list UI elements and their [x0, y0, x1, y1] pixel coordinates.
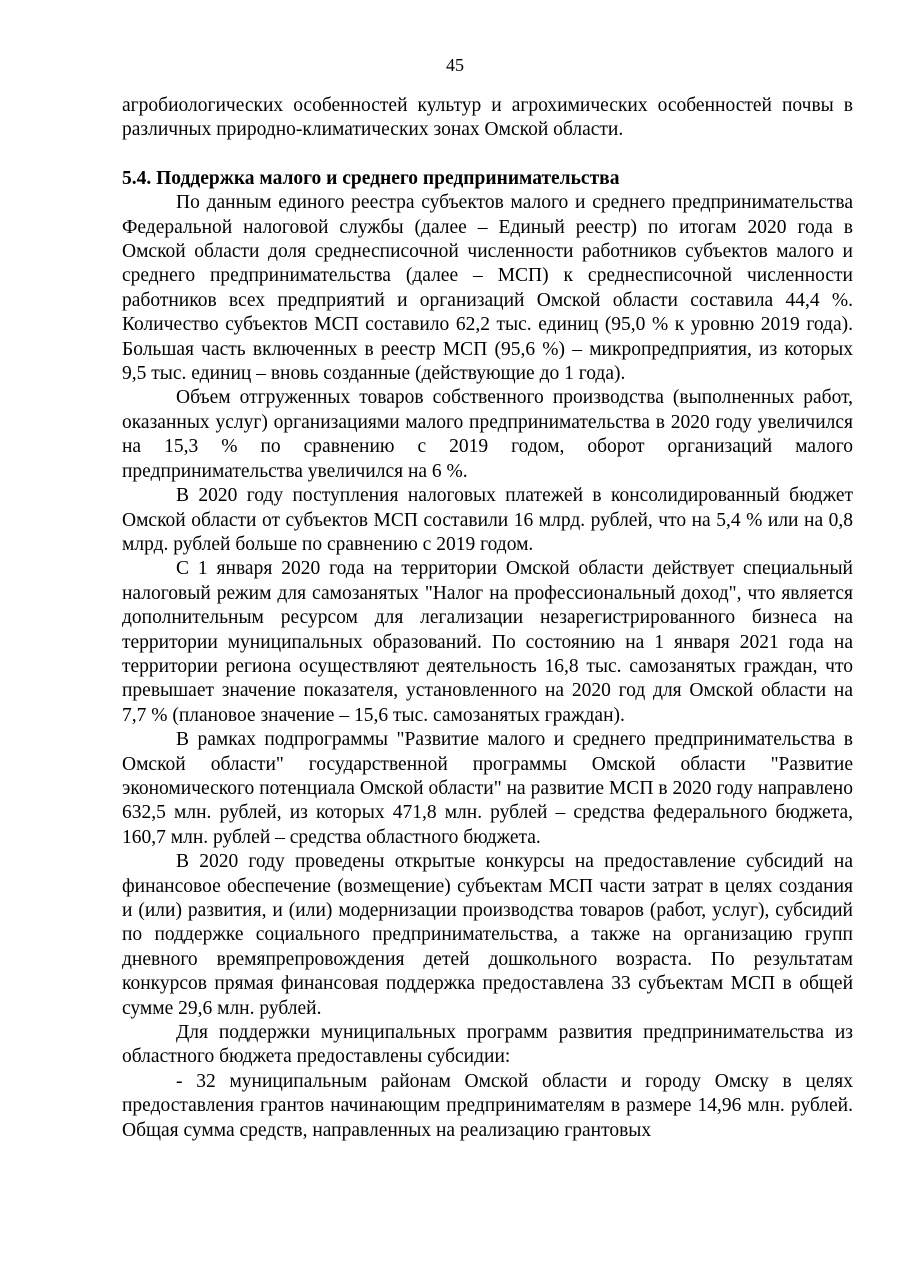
section-heading: 5.4. Поддержка малого и среднего предпринимательства — [122, 167, 620, 189]
paragraph-municipal-support: Для поддержки муниципальных программ развития предпринимательства из областного бюджета предоставлены субсидии: — [122, 1022, 853, 1068]
paragraph-registry-stats: По данным единого реестра субъектов малого и среднего предпринимательства Федеральной налоговой службы (далее – Единый реестр) по итогам 2020 года в Омской области доля среднесписочной численности работников субъектов малого и среднего предпринимательства (далее – МСП) к среднесписочной численности работников всех предприятий и организаций Омской области составила 44,4 %. Количество субъектов МСП составило 62,2 тыс. единиц (95,0 % к уровню 2019 года). Большая часть включенных в реестр МСП (95,6 %) – микропредприятия, из которых 9,5 тыс. единиц – вновь созданные (действующие до 1 года). — [122, 192, 853, 385]
paragraph-subprogram-funding: В рамках подпрограммы "Развитие малого и среднего предпринимательства в Омской области" государственной программы Омской области "Развитие экономического потенциала Омской области" на развитие МСП в 2020 году направлено 632,5 млн. рублей, из которых 471,8 млн. рублей – средства федерального бюджета, 160,7 млн. рублей – средства областного бюджета. — [122, 729, 853, 848]
paragraph-grants-list-item: - 32 муниципальным районам Омской области и городу Омску в целях предоставления грантов начинающим предпринимателям в размере 14,96 млн. рублей. Общая сумма средств, направленных на реализацию грантовых — [122, 1070, 853, 1141]
paragraph-shipped-goods: Объем отгруженных товаров собственного производства (выполненных работ, оказанных услуг) организациями малого предпринимательства в 2020 году увеличился на 15,3 % по сравнению с 2019 годом, оборот организаций малого предпринимательства увеличился на 6 %. — [122, 387, 853, 482]
page-number: 45 — [446, 55, 464, 75]
paragraph-tax-payments: В 2020 году поступления налоговых платежей в консолидированный бюджет Омской области от субъектов МСП составили 16 млрд. рублей, что на 5,4 % или на 0,8 млрд. рублей больше по сравнению с 2019 годом. — [122, 485, 853, 555]
paragraph-subsidy-contests: В 2020 году проведены открытые конкурсы на предоставление субсидий на финансовое обеспечение (возмещение) субъектам МСП части затрат в целях создания и (или) развития, и (или) модернизации производства товаров (работ, услуг), субсидий по поддержке социального предпринимательства, а также на организацию групп дневного времяпрепровождения детей дошкольного возраста. По результатам конкурсов прямая финансовая поддержка предоставлена 33 субъектам МСП в общей сумме 29,6 млн. рублей. — [122, 851, 853, 1019]
intro-continuation-paragraph: агробиологических особенностей культур и агрохимических особенностей почвы в различных природно-климатических зонах Омской области. — [122, 95, 853, 141]
document-body — [122, 94, 853, 1143]
paragraph-self-employed: С 1 января 2020 года на территории Омской области действует специальный налоговый режим для самозанятых "Налог на профессиональный доход", что является дополнительным ресурсом для легализации незарегистрированного бизнеса на территории муниципальных образований. По состоянию на 1 января 2021 года на территории региона осуществляют деятельность 16,8 тыс. самозанятых граждан, что превышает значение показателя, установленного на 2020 год для Омской области на 7,7 % (плановое значение – 15,6 тыс. самозанятых граждан). — [122, 558, 853, 726]
